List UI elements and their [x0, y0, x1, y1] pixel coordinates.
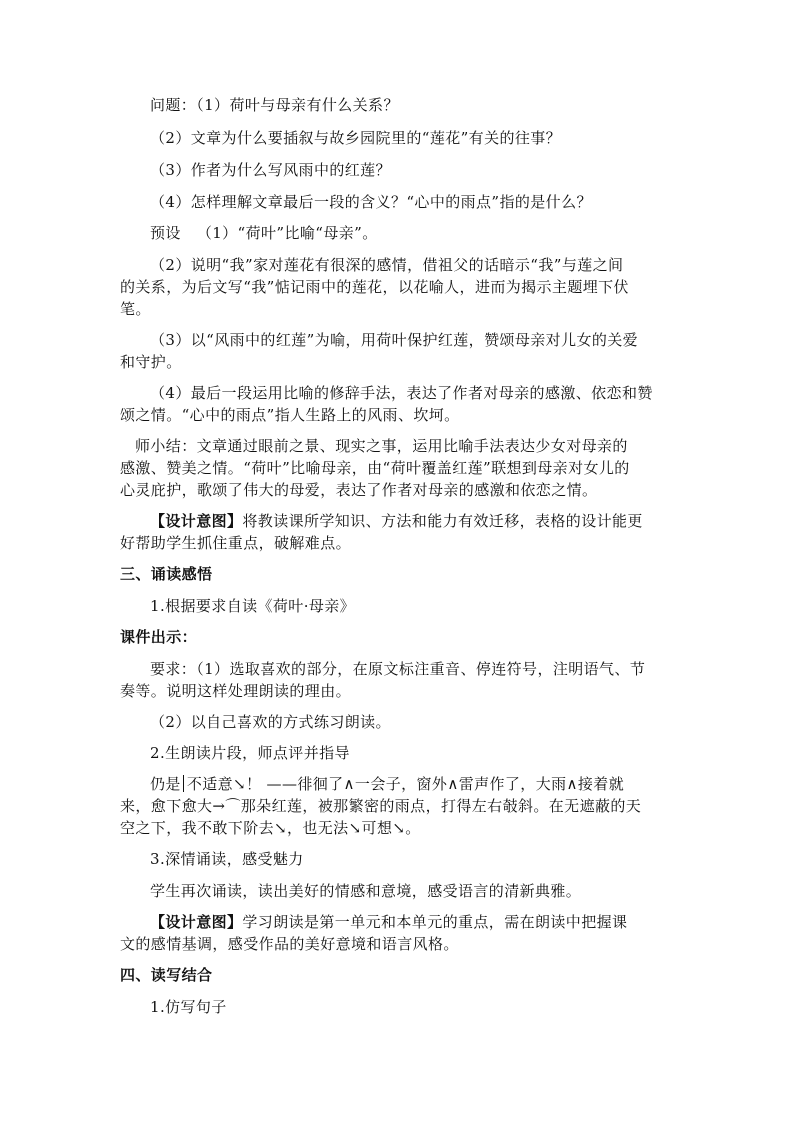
preset-4-line-1: （4）最后一段运用比喻的修辞手法，表达了作者对母亲的感激、依恋和赞 — [150, 384, 653, 402]
section-4-heading: 四、读写结合 — [120, 966, 213, 984]
reread-text: 学生再次诵读，读出美好的情感和意境，感受语言的清新典雅。 — [150, 882, 582, 900]
design-intent-1-line-1 — [150, 511, 643, 531]
design-intent-2-line-2: 文的感情基调，感受作品的美好意境和语言风格。 — [120, 935, 459, 953]
requirement-line-1: 要求：（1）选取喜欢的部分，在原文标注重音、停连符号，注明语气、节 — [150, 660, 646, 678]
reading-excerpt-start: 仍是 — [150, 775, 181, 793]
section-4-item-1: 1.仿写句子 — [150, 998, 227, 1016]
question-3: （3）作者为什么写风雨中的红莲？ — [150, 161, 391, 179]
design-intent-tag: 【设计意图】 — [150, 512, 243, 530]
preset-4-line-2: 颂之情。“心中的雨点”指人生路上的风雨、坎坷。 — [120, 406, 460, 424]
preset-2-line-2: 的关系，为后文写“我”惦记雨中的莲花，以花喻人，进而为揭示主题埋下伏 — [120, 278, 629, 296]
summary-line-2: 感激、赞美之情。“荷叶”比喻母亲，由“荷叶覆盖红莲”联想到母亲对女儿的 — [120, 459, 630, 477]
reading-excerpt-line-3: 空之下，我不敢下阶去↘，也无法↘可想↘。 — [120, 819, 421, 837]
design-intent-1-text: 将教读课所学知识、方法和能力有效迁移，表格的设计能更 — [242, 512, 643, 530]
requirement-2: （2）以自己喜欢的方式练习朗读。 — [150, 713, 391, 731]
preset-label: 预设 — [150, 224, 181, 242]
question-1: （1）荷叶与母亲有什么关系？ — [196, 96, 399, 114]
design-intent-2-text: 学习朗读是第一单元和本单元的重点，需在朗读中把握课 — [242, 913, 628, 931]
preset-2-line-3: 笔。 — [120, 300, 151, 318]
section-3-heading: 三、诵读感悟 — [120, 565, 213, 583]
courseware-label: 课件出示： — [120, 628, 198, 646]
design-intent-2-line-1 — [150, 912, 627, 932]
pause-mark — [183, 775, 184, 792]
summary-line-3: 心灵庇护，歌颂了伟大的母爱，表达了作者对母亲的感激和依恋之情。 — [120, 481, 598, 499]
preset-1: （1）“荷叶”比喻“母亲”。 — [196, 224, 378, 242]
questions-label: 问题： — [150, 96, 197, 114]
preset-3-line-1: （3）以“风雨中的红莲”为喻，用荷叶保护红莲，赞颂母亲对儿女的关爱 — [150, 331, 639, 349]
section-3-item-2: 2.生朗读片段，师点评并指导 — [150, 744, 350, 762]
summary-line-1: 师小结：文章通过眼前之景、现实之事，运用比喻手法表达少女对母亲的 — [135, 437, 628, 455]
reading-excerpt-line-2: 来，愈下愈大→⌒那朵红莲，被那繁密的雨点，打得左右攲斜。在无遮蔽的天 — [120, 797, 642, 815]
section-3-item-1: 1.根据要求自读《荷叶·母亲》 — [150, 597, 356, 615]
questions-line-1 — [150, 95, 399, 115]
requirement-line-2: 奏等。说明这样处理朗读的理由。 — [120, 682, 352, 700]
design-intent-tag: 【设计意图】 — [150, 913, 243, 931]
question-2: （2）文章为什么要插叙与故乡园院里的“莲花”有关的往事？ — [150, 129, 562, 147]
preset-2-line-1: （2）说明“我”家对莲花有很深的感情，借祖父的话暗示“我”与莲之间 — [150, 256, 624, 274]
reading-excerpt-rest: 不适意↘！ ——徘徊了∧一会子，窗外∧雷声作了，大雨∧接着就 — [186, 775, 625, 793]
question-4: （4）怎样理解文章最后一段的含义？“心中的雨点”指的是什么？ — [150, 193, 592, 211]
preset-3-line-2: 和守护。 — [120, 353, 182, 371]
section-3-item-3: 3.深情诵读，感受魅力 — [150, 850, 304, 868]
reading-excerpt-line-1 — [150, 774, 624, 794]
design-intent-1-line-2: 好帮助学生抓住重点，破解难点。 — [120, 534, 352, 552]
preset-line-1 — [150, 223, 378, 243]
